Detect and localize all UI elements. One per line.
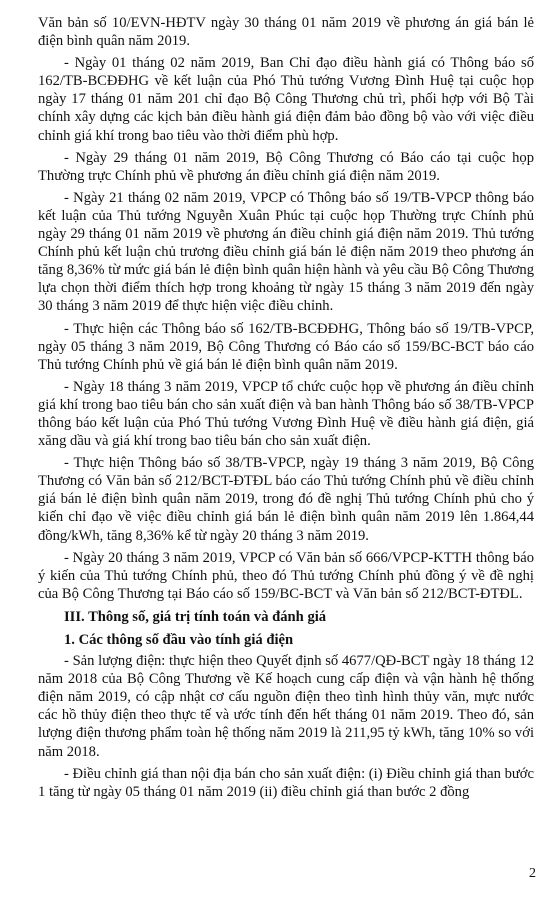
paragraph: - Ngày 29 tháng 01 năm 2019, Bộ Công Thương có Báo cáo tại cuộc họp Thường trực Chính phủ về phương án điều chỉnh giá điện năm 2019. <box>38 149 534 184</box>
subsection-heading: 1. Các thông số đầu vào tính giá điện <box>64 632 294 648</box>
section-heading: III. Thông số, giá trị tính toán và đánh giá <box>64 608 327 625</box>
paragraph: - Điều chỉnh giá than nội địa bán cho sản xuất điện: (i) Điều chỉnh giá than bước 1 tăng từ ngày 05 tháng 01 năm 2019 (ii) điều chỉnh giá than bước 2 đồng <box>38 765 534 800</box>
document-body <box>38 14 534 805</box>
paragraph: - Ngày 18 tháng 3 năm 2019, VPCP tổ chức cuộc họp về phương án điều chỉnh giá khí trong bao tiêu bán cho sản xuất điện và ban hành Thông báo số 38/TB-VPCP thông báo kết luận của Phó Thủ tướng Vương Đình Huệ về điều hành giá điện, giá xăng dầu và giá khí trong bao tiêu bán cho sản xuất điện. <box>38 378 534 450</box>
page-number: 2 <box>529 866 536 881</box>
paragraph: - Ngày 01 tháng 02 năm 2019, Ban Chỉ đạo điều hành giá có Thông báo số 162/TB-BCĐĐHG về kết luận của Phó Thủ tướng Vương Đình Huệ tại cuộc họp ngày 17 tháng 01 năm 201 chỉ đạo Bộ Công Thương chủ trì, phối hợp với Bộ Tài chính xây dựng các kịch bản điều hành giá điện đảm bảo đồng bộ vào với việc điều chỉnh giá khí trong bao tiêu vào thời điểm phù hợp. <box>38 55 534 144</box>
paragraph: - Thực hiện các Thông báo số 162/TB-BCĐĐHG, Thông báo số 19/TB-VPCP, ngày 05 tháng 3 năm 2019, Bộ Công Thương có Báo cáo số 159/BC-BCT báo cáo Thủ tướng Chính phủ về giá bán lẻ điện bình quân năm 2019. <box>38 320 534 373</box>
paragraph: - Ngày 20 tháng 3 năm 2019, VPCP có Văn bản số 666/VPCP-KTTH thông báo ý kiến của Thủ tướng Chính phủ, theo đó Thủ tướng Chính phủ đồng ý về đề nghị của Bộ Công Thương tại Báo cáo số 159/BC-BCT và Văn bản số 212/BCT-ĐTĐL. <box>38 549 534 602</box>
paragraph: - Thực hiện Thông báo số 38/TB-VPCP, ngày 19 tháng 3 năm 2019, Bộ Công Thương có Văn bản số 212/BCT-ĐTĐL báo cáo Thủ tướng Chính phủ về điều chỉnh giá bán lẻ điện bình quân năm 2019, trong đó đề nghị Thủ tướng Chính phủ cho ý kiến chỉ đạo về việc điều chỉnh giá bán lẻ điện bình quân năm 2019 lên 1.864,44 đồng/kWh, tăng 8,36% kể từ ngày 20 tháng 3 năm 2019. <box>38 455 534 544</box>
paragraph: - Ngày 21 tháng 02 năm 2019, VPCP có Thông báo số 19/TB-VPCP thông báo kết luận của Thủ tướng Nguyễn Xuân Phúc tại cuộc họp Thường trực Chính phủ ngày 29 tháng 01 năm 2019 về phương án điều chỉnh giá điện năm 2019. Thủ tướng Chính phủ kết luận chủ trương điều chỉnh giá bán lẻ điện năm 2019 theo phương án tăng 8,36% từ mức giá bán lẻ điện bình quân hiện hành và yêu cầu Bộ Công Thương lựa chọn thời điểm thích hợp trong khoảng từ ngày 15 tháng 3 năm 2019 đến ngày 30 tháng 3 năm 2019 để thực hiện việc điều chỉnh. <box>38 189 534 315</box>
paragraph: Văn bản số 10/EVN-HĐTV ngày 30 tháng 01 năm 2019 về phương án giá bán lẻ điện bình quân năm 2019. <box>38 15 534 50</box>
paragraph: - Sản lượng điện: thực hiện theo Quyết định số 4677/QĐ-BCT ngày 18 tháng 12 năm 2018 của Bộ Công Thương về Kế hoạch cung cấp điện và vận hành hệ thống điện năm 2019, có cập nhật cơ cấu nguồn điện theo tình hình thủy văn, mực nước các hồ thủy điện theo thực tế và ước tính đến hết tháng 01 năm 2019. Theo đó, sản lượng điện thương phẩm toàn hệ thống năm 2019 là 211,95 tỷ kWh, tăng 10% so với năm 2018. <box>38 653 534 760</box>
